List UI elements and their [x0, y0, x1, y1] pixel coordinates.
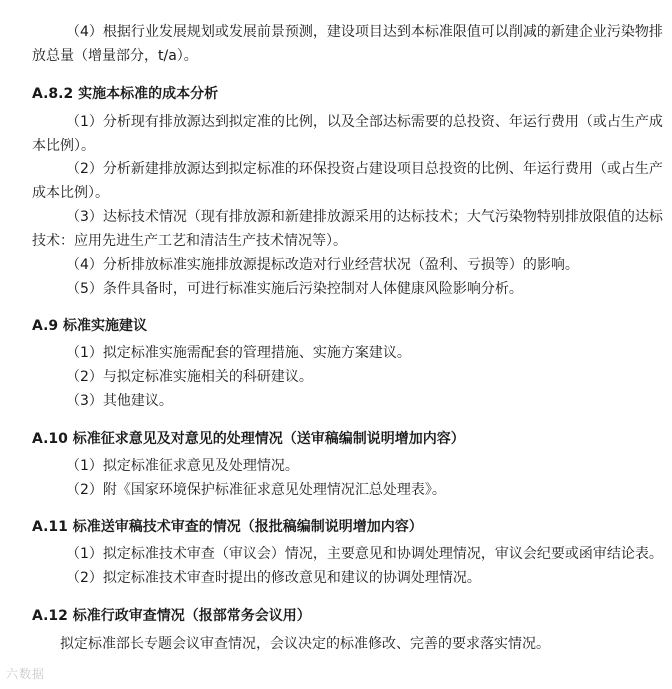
- list-item: （5）条件具备时，可进行标准实施后污染控制对人体健康风险影响分析。: [66, 281, 523, 297]
- section-heading-a11: A.11 标准送审稿技术审查的情况（报批稿编制说明增加内容）: [32, 519, 423, 535]
- list-item: （2）与拟定标准实施相关的科研建议。: [66, 369, 313, 385]
- list-item-continuation: 成本比例）。: [32, 185, 109, 201]
- paragraph-line: （4）根据行业发展规划或发展前景预测，建设项目达到本标准限值可以削减的新建企业污染物排: [66, 24, 663, 40]
- section-heading-a9: A.9 标准实施建议: [32, 318, 148, 334]
- list-item: （1）拟定标准征求意见及处理情况。: [66, 458, 299, 474]
- paragraph-line: 放总量（增量部分，t/a）。: [32, 48, 198, 64]
- section-heading-a12: A.12 标准行政审查情况（报部常务会议用）: [32, 608, 311, 624]
- list-item: （4）分析排放标准实施排放源提标改造对行业经营状况（盈利、亏损等）的影响。: [66, 257, 579, 273]
- list-item: （1）拟定标准技术审查（审议会）情况，主要意见和协调处理情况，审议会纪要或函审结论表。: [66, 546, 663, 562]
- section-heading-a82: A.8.2 实施本标准的成本分析: [32, 86, 219, 102]
- section-heading-a10: A.10 标准征求意见及对意见的处理情况（送审稿编制说明增加内容）: [32, 431, 465, 447]
- list-item: （1）分析现有排放源达到拟定准的比例，以及全部达标需要的总投资、年运行费用（或占生产成: [66, 114, 663, 130]
- list-item: （1）拟定标准实施需配套的管理措施、实施方案建议。: [66, 345, 411, 361]
- list-item: （3）达标技术情况（现有排放源和新建排放源采用的达标技术；大气污染物特别排放限值的达标: [66, 209, 663, 225]
- list-item-continuation: 技术：应用先进生产工艺和清洁生产技术情况等）。: [32, 233, 347, 249]
- list-item: （2）拟定标准技术审查时提出的修改意见和建议的协调处理情况。: [66, 570, 481, 586]
- body-paragraph: 拟定标准部长专题会议审查情况，会议决定的标准修改、完善的要求落实情况。: [60, 636, 550, 652]
- list-item: （3）其他建议。: [66, 393, 173, 409]
- list-item: （2）分析新建排放源达到拟定标准的环保投资占建设项目总投资的比例、年运行费用（或占生产: [66, 161, 663, 177]
- list-item: （2）附《国家环境保护标准征求意见处理情况汇总处理表》。: [66, 482, 446, 498]
- watermark-logo: 六数据: [6, 667, 46, 681]
- list-item-continuation: 本比例）。: [32, 138, 95, 154]
